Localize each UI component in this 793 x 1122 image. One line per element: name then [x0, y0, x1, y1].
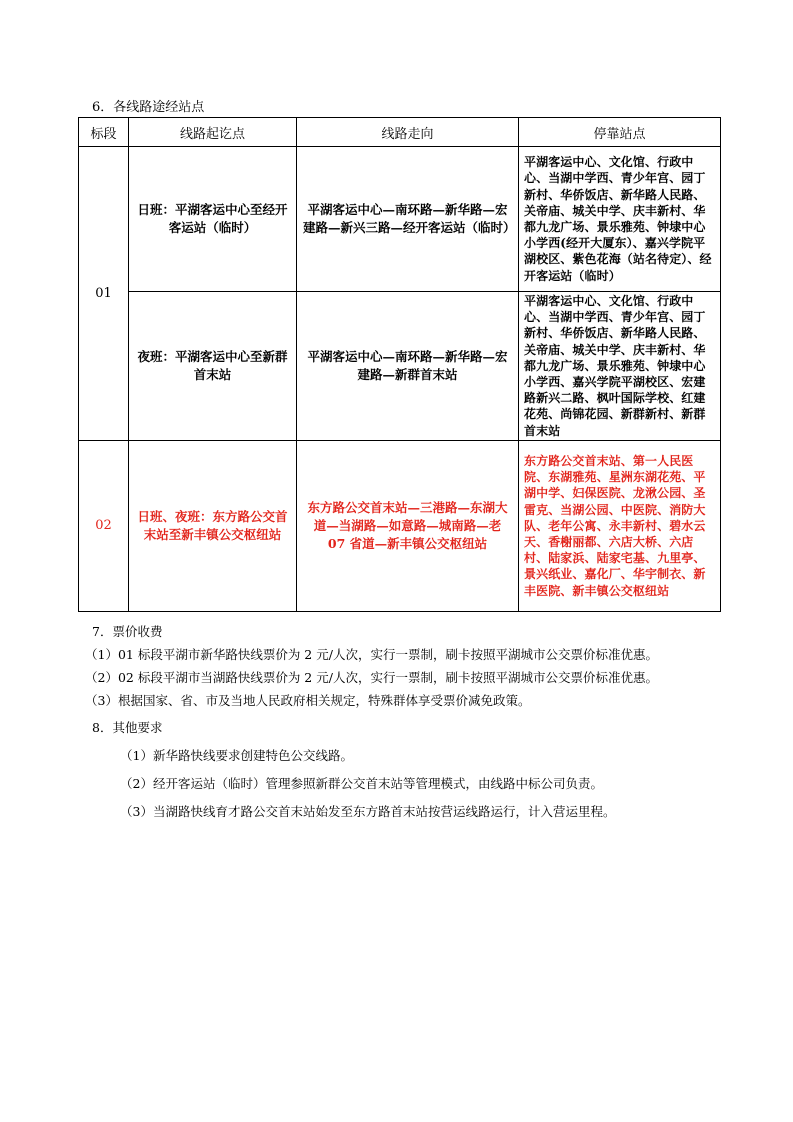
- route-cell: 平湖客运中心—南环路—新华路—宏建路—新兴三路—经开客运站（临时）: [297, 147, 519, 292]
- other-item-2: （2）经开客运站（临时）管理参照新群公交首末站等管理模式，由线路中标公司负责。: [120, 776, 603, 791]
- stops-cell: 东方路公交首末站、第一人民医院、东湖雅苑、星洲东湖花苑、平湖中学、妇保医院、龙湫公园、圣雷克、当湖公园、中医院、消防大队、老年公寓、永丰新村、碧水云天、香榭丽都、六店大桥、六店村、陆家浜、陆家宅基、九里亭、景兴纸业、嘉化厂、华宇制衣、新丰医院、新丰镇公交枢纽站: [519, 440, 721, 611]
- fare-item-1: （1）01 标段平湖市新华路快线票价为 2 元/人次，实行一票制，刷卡按照平湖城市公交票价标准优惠。: [85, 647, 658, 662]
- table-row: [79, 147, 721, 292]
- table-header-row: [79, 118, 721, 147]
- header-segment: 标段: [79, 118, 129, 147]
- stops-cell: 平湖客运中心、文化馆、行政中心、当湖中学西、青少年宫、园丁新村、华侨饭店、新华路人民路、关帝庙、城关中学、庆丰新村、华都九龙广场、景乐雅苑、钟埭中心小学西、嘉兴学院平湖校区、宏建路新兴二路、枫叶国际学校、红建花苑、尚锦花园、新群新村、新群首末站: [519, 292, 721, 441]
- table-row: [79, 292, 721, 441]
- other-item-3: （3）当湖路快线育才路公交首末站始发至东方路首末站按营运线路运行，计入营运里程。: [120, 804, 616, 819]
- fare-item-3: （3）根据国家、省、市及当地人民政府相关规定，特殊群体享受票价减免政策。: [85, 693, 531, 708]
- table-row: [79, 440, 721, 611]
- route-cell: 平湖客运中心—南环路—新华路—宏建路—新群首末站: [297, 292, 519, 441]
- section-8-title: 8．其他要求: [92, 720, 163, 735]
- route-stops-table: [78, 117, 721, 612]
- route-cell: 东方路公交首末站—三港路—东湖大道—当湖路—如意路—城南路—老 07 省道—新丰镇公交枢纽站: [297, 440, 519, 611]
- fare-item-2: （2）02 标段平湖市当湖路快线票价为 2 元/人次，实行一票制，刷卡按照平湖城市公交票价标准优惠。: [85, 670, 658, 685]
- segment-02: 02: [79, 440, 129, 611]
- header-origin: 线路起讫点: [129, 118, 297, 147]
- section-6-title: 6．各线路途经站点: [92, 100, 205, 115]
- origin-cell: 日班：平湖客运中心至经开客运站（临时）: [129, 147, 297, 292]
- other-item-1: （1）新华路快线要求创建特色公交线路。: [120, 748, 353, 763]
- stops-cell: 平湖客运中心、文化馆、行政中心、当湖中学西、青少年宫、园丁新村、华侨饭店、新华路人民路、关帝庙、城关中学、庆丰新村、华都九龙广场、景乐雅苑、钟埭中心小学西(经开大厦东）、嘉兴学院平湖校区、紫色花海（站名待定）、经开客运站（临时）: [519, 147, 721, 292]
- segment-01: 01: [79, 147, 129, 441]
- section-7-title: 7．票价收费: [92, 624, 163, 639]
- origin-cell: 夜班：平湖客运中心至新群首末站: [129, 292, 297, 441]
- header-stops: 停靠站点: [519, 118, 721, 147]
- header-route: 线路走向: [297, 118, 519, 147]
- origin-cell: 日班、夜班：东方路公交首末站至新丰镇公交枢纽站: [129, 440, 297, 611]
